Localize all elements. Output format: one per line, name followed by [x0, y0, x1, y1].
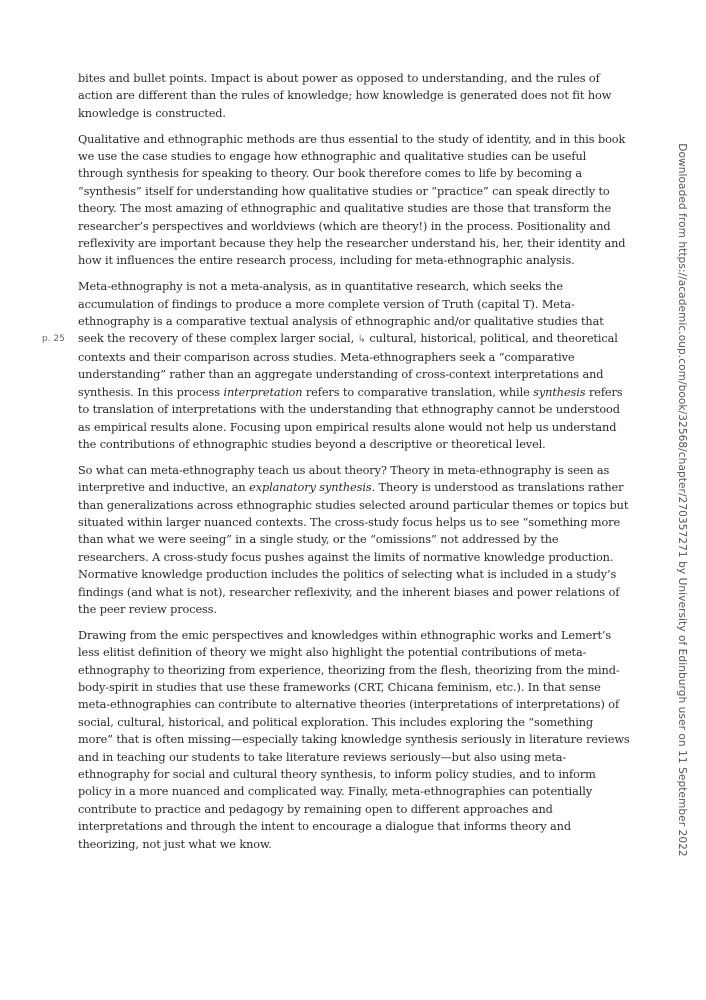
term-interpretation: interpretation — [223, 385, 303, 399]
term-explanatory-synthesis: explanatory synthesis — [249, 481, 372, 495]
download-watermark: Downloaded from https://academic.oup.com/book/32568/chapter/270357271 by University of Edinburgh user on 11 September 2022 — [676, 143, 688, 857]
paragraph-4-part-b: . Theory is understood as translations rather than generalizations across ethnographic studies selected around particular themes or topics but situated within larger nuanced contexts. The cross-study focus helps us to see “something more than what we were seeing” in a single study, or the “omissions” not addressed by the researchers. A cross-study focus pushes against the limits of normative knowledge production. Normative knowledge production includes the politics of selecting what is included in a study’s findings (and what is not), researcher reflexivity, and the inherent biases and power relations of the peer review process. — [78, 481, 629, 616]
paragraph-3-part-d: refers to translation of interpretations with the understanding that ethnography cannot be understood as empirical results alone. Focusing upon empirical results alone would not help us understand the contributions of ethnographic studies beyond a descriptive or theoretical level. — [78, 385, 623, 451]
paragraph-3-part-a: Meta-ethnography is not a meta-analysis, as in quantitative research, which seeks the accumulation of findings to produce a more complete version of Truth (capital T). Meta-ethnography is a comparative textual analysis of ethnographic and/or qualitative studies that seek the recovery of these complex larger social, — [78, 280, 604, 346]
continuation-arrow-icon: ↳ — [357, 334, 366, 346]
page-number-marker: p. 25 — [42, 334, 65, 344]
paragraph-4 — [78, 462, 630, 619]
paragraph-3 — [78, 278, 630, 453]
paragraph-2: Qualitative and ethnographic methods are thus essential to the study of identity, and in this book we use the case studies to engage how ethnographic and qualitative studies can be useful through synthesis for speaking to theory. Our book therefore comes to life by becoming a “synthesis” itself for understanding how qualitative studies or “practice” can speak directly to theory. The most amazing of ethnographic and qualitative studies are those that transform the researcher’s perspectives and worldviews (which are theory!) in the process. Positionality and reflexivity are important because they help the researcher understand his, her, their identity and how it influences the entire research process, including for meta-ethnographic analysis. — [78, 132, 626, 268]
paragraph-3-part-c: refers to comparative translation, while — [305, 385, 530, 399]
body-text — [78, 70, 630, 861]
term-synthesis: synthesis — [533, 385, 586, 399]
paragraph-5: Drawing from the emic perspectives and knowledges within ethnographic works and Lemert’s less elitist definition of theory we might also highlight the potential contributions of meta-ethnography to theorizing from experience, theorizing from the flesh, theorizing from the mind-body-spirit in studies that use these frameworks (CRT, Chicana feminism, etc.). In that sense meta-ethnographies can contribute to alternative theories (interpretations of interpretations) of social, cultural, historical, and political exploration. This includes exploring the “something more” that is often missing—especially taking knowledge synthesis seriously in literature reviews and in teaching our students to take literature reviews seriously—but also using meta-ethnography for social and cultural theory synthesis, to inform policy studies, and to inform policy in a more nuanced and complicated way. Finally, meta-ethnographies can potentially contribute to practice and pedagogy by remaining open to different approaches and interpretations and through the intent to encourage a dialogue that informs theory and theorizing, not just what we know. — [78, 628, 630, 851]
paragraph-4-part-a: So what can meta-ethnography teach us about theory? Theory in meta-ethnography is seen as interpretive and inductive, an — [78, 463, 610, 495]
paragraph-1: bites and bullet points. Impact is about power as opposed to understanding, and the rules of action are different than the rules of knowledge; how knowledge is generated does not fit how knowledge is constructed. — [78, 72, 612, 120]
paragraph-3-part-b: cultural, historical, political, and theoretical contexts and their comparison across studies. Meta-ethnographers seek a “comparative understanding” rather than an aggregate understanding of cross-context interpretations and synthesis. In this process — [78, 332, 618, 399]
